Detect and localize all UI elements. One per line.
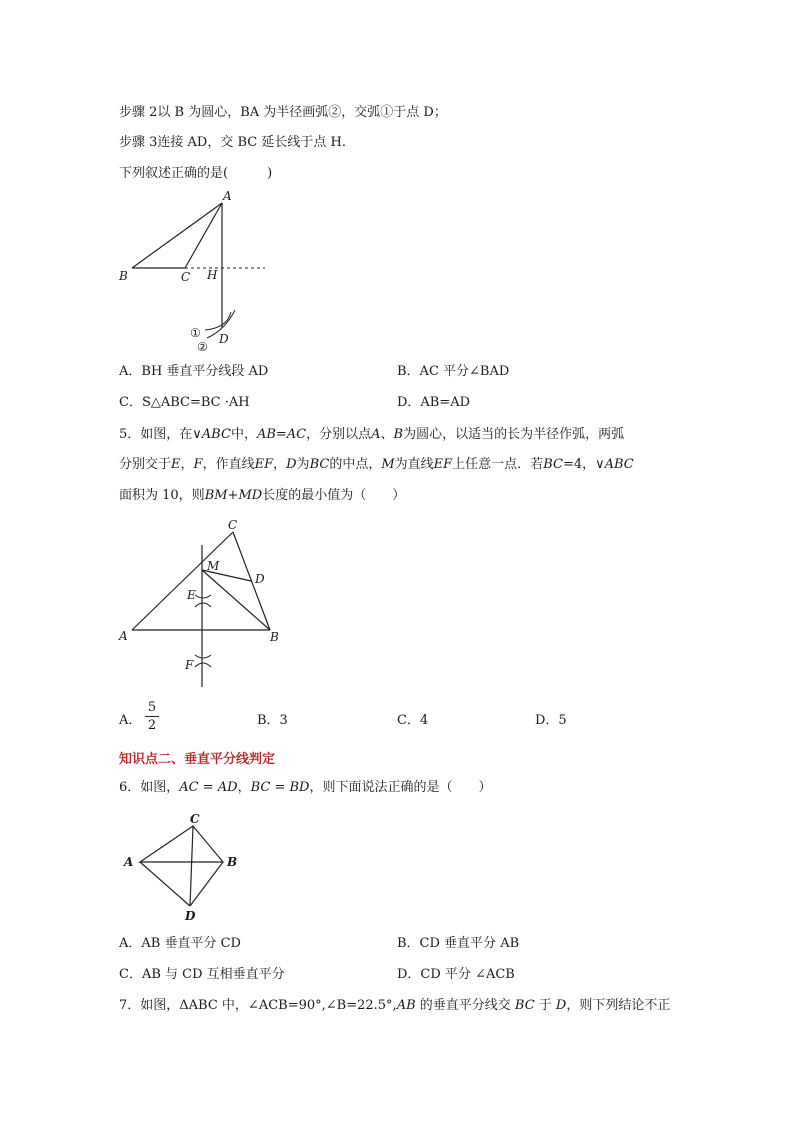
q7-segment: AB	[396, 998, 416, 1013]
q4-label-arc1: ①	[190, 326, 201, 340]
q6-label-A: A	[124, 855, 134, 869]
q7-text: 7．如图，ΔABC 中，∠ACB=90°,∠B=22.5°,	[119, 998, 397, 1013]
q4-label-H: H	[207, 268, 218, 282]
q7-text: ，则下列结论不正	[566, 998, 671, 1013]
q5-figure	[115, 515, 295, 695]
q6-label-C: C	[190, 812, 200, 826]
q4-label-B: B	[119, 269, 128, 283]
q6-option-c[interactable]: C．AB 与 CD 互相垂直平分	[119, 967, 285, 982]
q7-text: 于	[534, 998, 556, 1013]
q4-prompt: 下列叙述正确的是( )	[119, 166, 273, 181]
q5-label-B: B	[270, 630, 279, 644]
q5-point: D	[286, 457, 297, 472]
q5-text: 为	[296, 457, 310, 472]
q5-point: E	[171, 457, 181, 472]
q5-option-b[interactable]: B．3	[257, 713, 288, 728]
q4-label-A: A	[223, 189, 232, 203]
q5-text: 为圆心，以适当的长为半径作弧，两弧	[403, 427, 625, 442]
q5-text: ，	[180, 457, 194, 472]
q4-label-arc2: ②	[197, 340, 208, 354]
q5-expression: BM+MD	[204, 488, 263, 503]
q6-text: ，则下面说法正确的是（ ）	[309, 780, 492, 795]
q6-line	[119, 779, 492, 797]
q6-option-a[interactable]: A．AB 垂直平分 CD	[119, 936, 241, 951]
q6-text: 6．如图，	[119, 780, 180, 795]
q4-figure	[115, 188, 275, 358]
q5-option-a-prefix: A．	[119, 713, 142, 728]
q5-text: 5．如图，在	[119, 427, 193, 442]
q5-option-a[interactable]	[119, 712, 141, 730]
q7-line	[119, 997, 670, 1015]
q5-text: 中，	[230, 427, 257, 442]
q6-text: ，	[237, 780, 251, 795]
q5-label-A: A	[119, 629, 128, 643]
q5-condition: AB=AC	[256, 427, 307, 442]
step2-text: 步骤 2以 B 为圆心，BA 为半径画弧②，交弧①于点 D；	[119, 105, 447, 120]
q5-option-d[interactable]: D．5	[535, 713, 567, 728]
section-heading: 知识点二、垂直平分线判定	[119, 752, 276, 767]
fraction-numerator: 5	[147, 700, 157, 715]
q4-option-a[interactable]: A．BH 垂直平分线段 AD	[119, 364, 269, 379]
triangle-symbol: ∨	[595, 457, 605, 472]
q4-label-C: C	[181, 270, 191, 284]
q4-option-d[interactable]: D．AB=AD	[397, 395, 471, 410]
q4-option-c[interactable]: C．S△ABC=BC ·AH	[119, 395, 250, 410]
q5-point: M	[381, 457, 395, 472]
fraction-denominator: 2	[147, 718, 157, 733]
q5-point: B	[393, 427, 404, 442]
q6-label-B: B	[227, 855, 238, 869]
q5-triangle: ABC	[201, 427, 231, 442]
q5-line-name: EF	[254, 457, 274, 472]
q5-text: 上任意一点．若	[452, 457, 544, 472]
q5-line-name: EF	[433, 457, 453, 472]
q6-label-D: D	[185, 909, 196, 923]
q5-label-D: D	[255, 572, 265, 586]
q5-text: ，	[273, 457, 287, 472]
q6-condition: AC = AD	[179, 780, 238, 795]
q6-option-b[interactable]: B．CD 垂直平分 AB	[397, 936, 520, 951]
q5-text: 长度的最小值为（ ）	[262, 488, 406, 503]
q5-point: A	[371, 427, 381, 442]
q5-line2	[119, 456, 634, 474]
q5-text: ，分别以点	[306, 427, 372, 442]
q5-text: 分别交于	[119, 457, 172, 472]
q5-text: ，作直线	[202, 457, 255, 472]
q7-point: D	[555, 998, 567, 1013]
q5-label-M: M	[207, 559, 220, 573]
q7-text: 的垂直平分线交	[415, 998, 515, 1013]
q5-option-c[interactable]: C．4	[397, 713, 429, 728]
q5-text: 、	[380, 427, 394, 442]
q5-label-F: F	[185, 658, 194, 672]
q5-text: =4，	[562, 457, 596, 472]
q4-label-D: D	[219, 332, 229, 346]
triangle-symbol: ∨	[192, 427, 202, 442]
q5-text: 面积为 10，则	[119, 488, 205, 503]
q5-segment: BC	[543, 457, 563, 472]
q5-line3	[119, 487, 405, 505]
q5-label-E: E	[187, 588, 196, 602]
q4-option-b[interactable]: B．AC 平分∠BAD	[397, 364, 510, 379]
step3-text: 步骤 3连接 AD，交 BC 延长线于点 H.	[119, 135, 346, 150]
q6-condition: BC = BD	[250, 780, 310, 795]
q5-text: 为直线	[394, 457, 434, 472]
q6-option-d[interactable]: D．CD 平分 ∠ACB	[397, 967, 515, 982]
q6-figure	[115, 810, 245, 925]
q5-point: F	[193, 457, 203, 472]
q5-option-a-fraction	[145, 700, 159, 733]
q7-segment: BC	[514, 998, 535, 1013]
q5-triangle: ABC	[604, 457, 634, 472]
q5-segment: BC	[309, 457, 330, 472]
q5-text: 的中点，	[329, 457, 382, 472]
q5-label-C: C	[228, 518, 238, 532]
q5-line1	[119, 426, 624, 444]
